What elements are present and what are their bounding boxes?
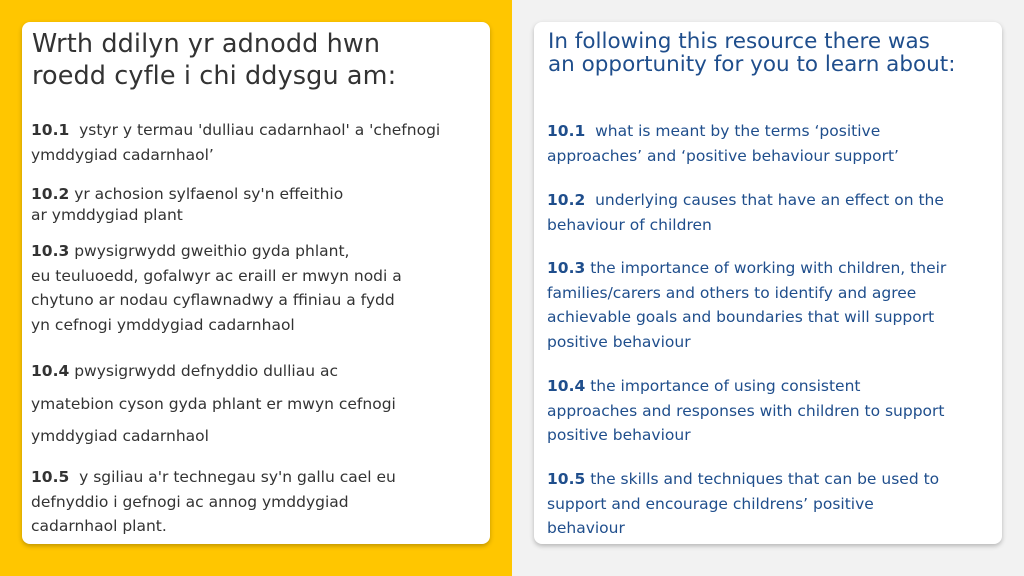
item-number: 10.5: [547, 470, 586, 488]
item-text: support and encourage childrens’ positive: [547, 494, 874, 513]
item-text: ymddygiad cadarnhaol’: [31, 145, 214, 164]
item-text: positive behaviour: [547, 426, 691, 444]
item-text: behaviour of children: [547, 215, 712, 234]
item-text: positive behaviour: [547, 332, 691, 351]
item-text: chytuno ar nodau cyflawnadwy a ffiniau a fydd: [31, 291, 395, 309]
item-number: 10.3: [31, 242, 70, 260]
english-heading: [548, 30, 988, 76]
item-text: what is meant by the terms ‘positive: [595, 122, 881, 140]
item-number: 10.5: [31, 468, 70, 486]
item-text: pwysigrwydd defnyddio dulliau ac: [74, 362, 338, 380]
item-number: 10.1: [31, 121, 70, 139]
item-text: approaches and responses with children to support: [547, 401, 945, 420]
item-text: the importance of working with children, their: [590, 259, 947, 277]
item-number: 10.2: [547, 191, 586, 209]
welsh-heading: [32, 28, 480, 92]
english-item-10-5: [547, 467, 987, 541]
welsh-heading-line: Wrth ddilyn yr adnodd hwn: [32, 29, 381, 59]
item-text: families/carers and others to identify and agree: [547, 283, 917, 302]
item-text: behaviour: [547, 519, 625, 537]
item-text: defnyddio i gefnogi ac annog ymddygiad: [31, 492, 349, 511]
english-item-10-3: [547, 256, 987, 354]
item-text: ystyr y termau 'dulliau cadarnhaol' a 'chefnogi: [79, 121, 441, 139]
welsh-item-10-1: [31, 118, 471, 167]
english-item-10-2: [547, 188, 987, 237]
item-number: 10.1: [547, 122, 586, 140]
item-text: the skills and techniques that can be used to: [590, 470, 940, 488]
item-text: achievable goals and boundaries that will support: [547, 308, 935, 326]
english-card: [534, 22, 1002, 544]
item-text: ymddygiad cadarnhaol: [31, 427, 209, 445]
english-heading-line: an opportunity for you to learn about:: [548, 52, 956, 77]
welsh-item-10-4: [31, 355, 471, 453]
item-text: yn cefnogi ymddygiad cadarnhaol: [31, 315, 295, 334]
welsh-item-10-3: [31, 239, 471, 337]
welsh-card: [22, 22, 490, 544]
english-item-10-4: [547, 374, 987, 448]
welsh-item-10-5: [31, 465, 471, 539]
item-text: yr achosion sylfaenol sy'n effeithio: [74, 185, 344, 203]
item-number: 10.4: [31, 362, 70, 380]
english-item-10-1: [547, 119, 987, 168]
welsh-heading-line: roedd cyfle i chi ddysgu am:: [32, 61, 397, 91]
item-text: eu teuluoedd, gofalwyr ac eraill er mwyn nodi a: [31, 266, 402, 285]
item-text: y sgiliau a'r technegau sy'n gallu cael eu: [79, 468, 396, 486]
english-heading-line: In following this resource there was: [548, 29, 930, 54]
item-number: 10.4: [547, 377, 586, 395]
item-text: ymatebion cyson gyda phlant er mwyn cefnogi: [31, 394, 396, 413]
item-number: 10.3: [547, 259, 586, 277]
item-text: pwysigrwydd gweithio gyda phlant,: [74, 242, 350, 260]
item-number: 10.2: [31, 185, 70, 203]
item-text: approaches’ and ‘positive behaviour support’: [547, 146, 899, 165]
welsh-item-10-2: [31, 184, 471, 226]
item-text: underlying causes that have an effect on the: [595, 191, 944, 209]
item-text: the importance of using consistent: [590, 377, 861, 395]
item-text: ar ymddygiad plant: [31, 206, 183, 224]
item-text: cadarnhaol plant.: [31, 517, 167, 535]
